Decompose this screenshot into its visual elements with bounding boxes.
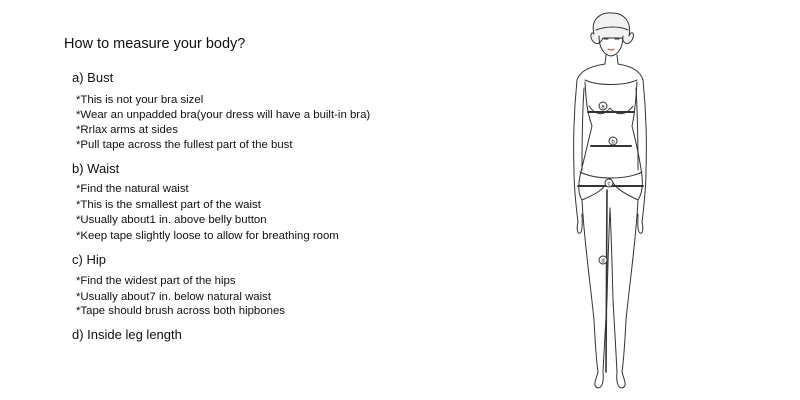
svg-text:d: d — [601, 258, 605, 265]
section-heading-bust: a) Bust — [72, 70, 114, 85]
shoulders — [577, 64, 643, 80]
right-leg — [610, 200, 638, 388]
waist-tip: *This is the smallest part of the waist — [76, 199, 261, 211]
right-hand — [638, 214, 643, 233]
hair — [591, 13, 634, 44]
waist-tip: *Usually about1 in. above belly button — [76, 214, 267, 226]
left-hand — [577, 214, 582, 233]
hip-tip: *Usually about7 in. below natural waist — [76, 291, 272, 303]
marker-c — [605, 179, 613, 188]
bust-tip: *Rrlax arms at sides — [76, 124, 178, 136]
marker-b — [609, 137, 617, 146]
waist-tip: *Find the natural waist — [76, 183, 189, 195]
section-heading-inside-leg: d) Inside leg length — [72, 327, 182, 342]
torso-right — [632, 82, 642, 200]
inside-leg-tape — [606, 190, 607, 372]
hip-tip: *Tape should brush across both hipbones — [76, 305, 285, 317]
bust-tip: *This is not your bra sizel — [76, 94, 204, 106]
section-heading-hip: c) Hip — [72, 252, 106, 267]
section-heading-waist: b) Waist — [72, 161, 120, 176]
svg-text:a: a — [601, 104, 605, 111]
body-measurement-figure — [540, 0, 680, 400]
hip-tip: *Find the widest part of the hips — [76, 275, 236, 287]
svg-text:b: b — [611, 139, 615, 146]
bust-tip: *Pull tape across the fullest part of the bust — [76, 139, 293, 151]
neckline — [585, 80, 637, 85]
torso-left — [579, 82, 592, 200]
mouth — [608, 49, 614, 50]
svg-text:c: c — [607, 181, 611, 188]
waist-tip: *Keep tape slightly loose to allow for breathing room — [76, 230, 339, 242]
marker-a — [599, 102, 607, 111]
page-title: How to measure your body? — [64, 36, 246, 52]
bust-tip: *Wear an unpadded bra(your dress will have a built-in bra) — [76, 109, 371, 121]
marker-d — [599, 256, 607, 265]
